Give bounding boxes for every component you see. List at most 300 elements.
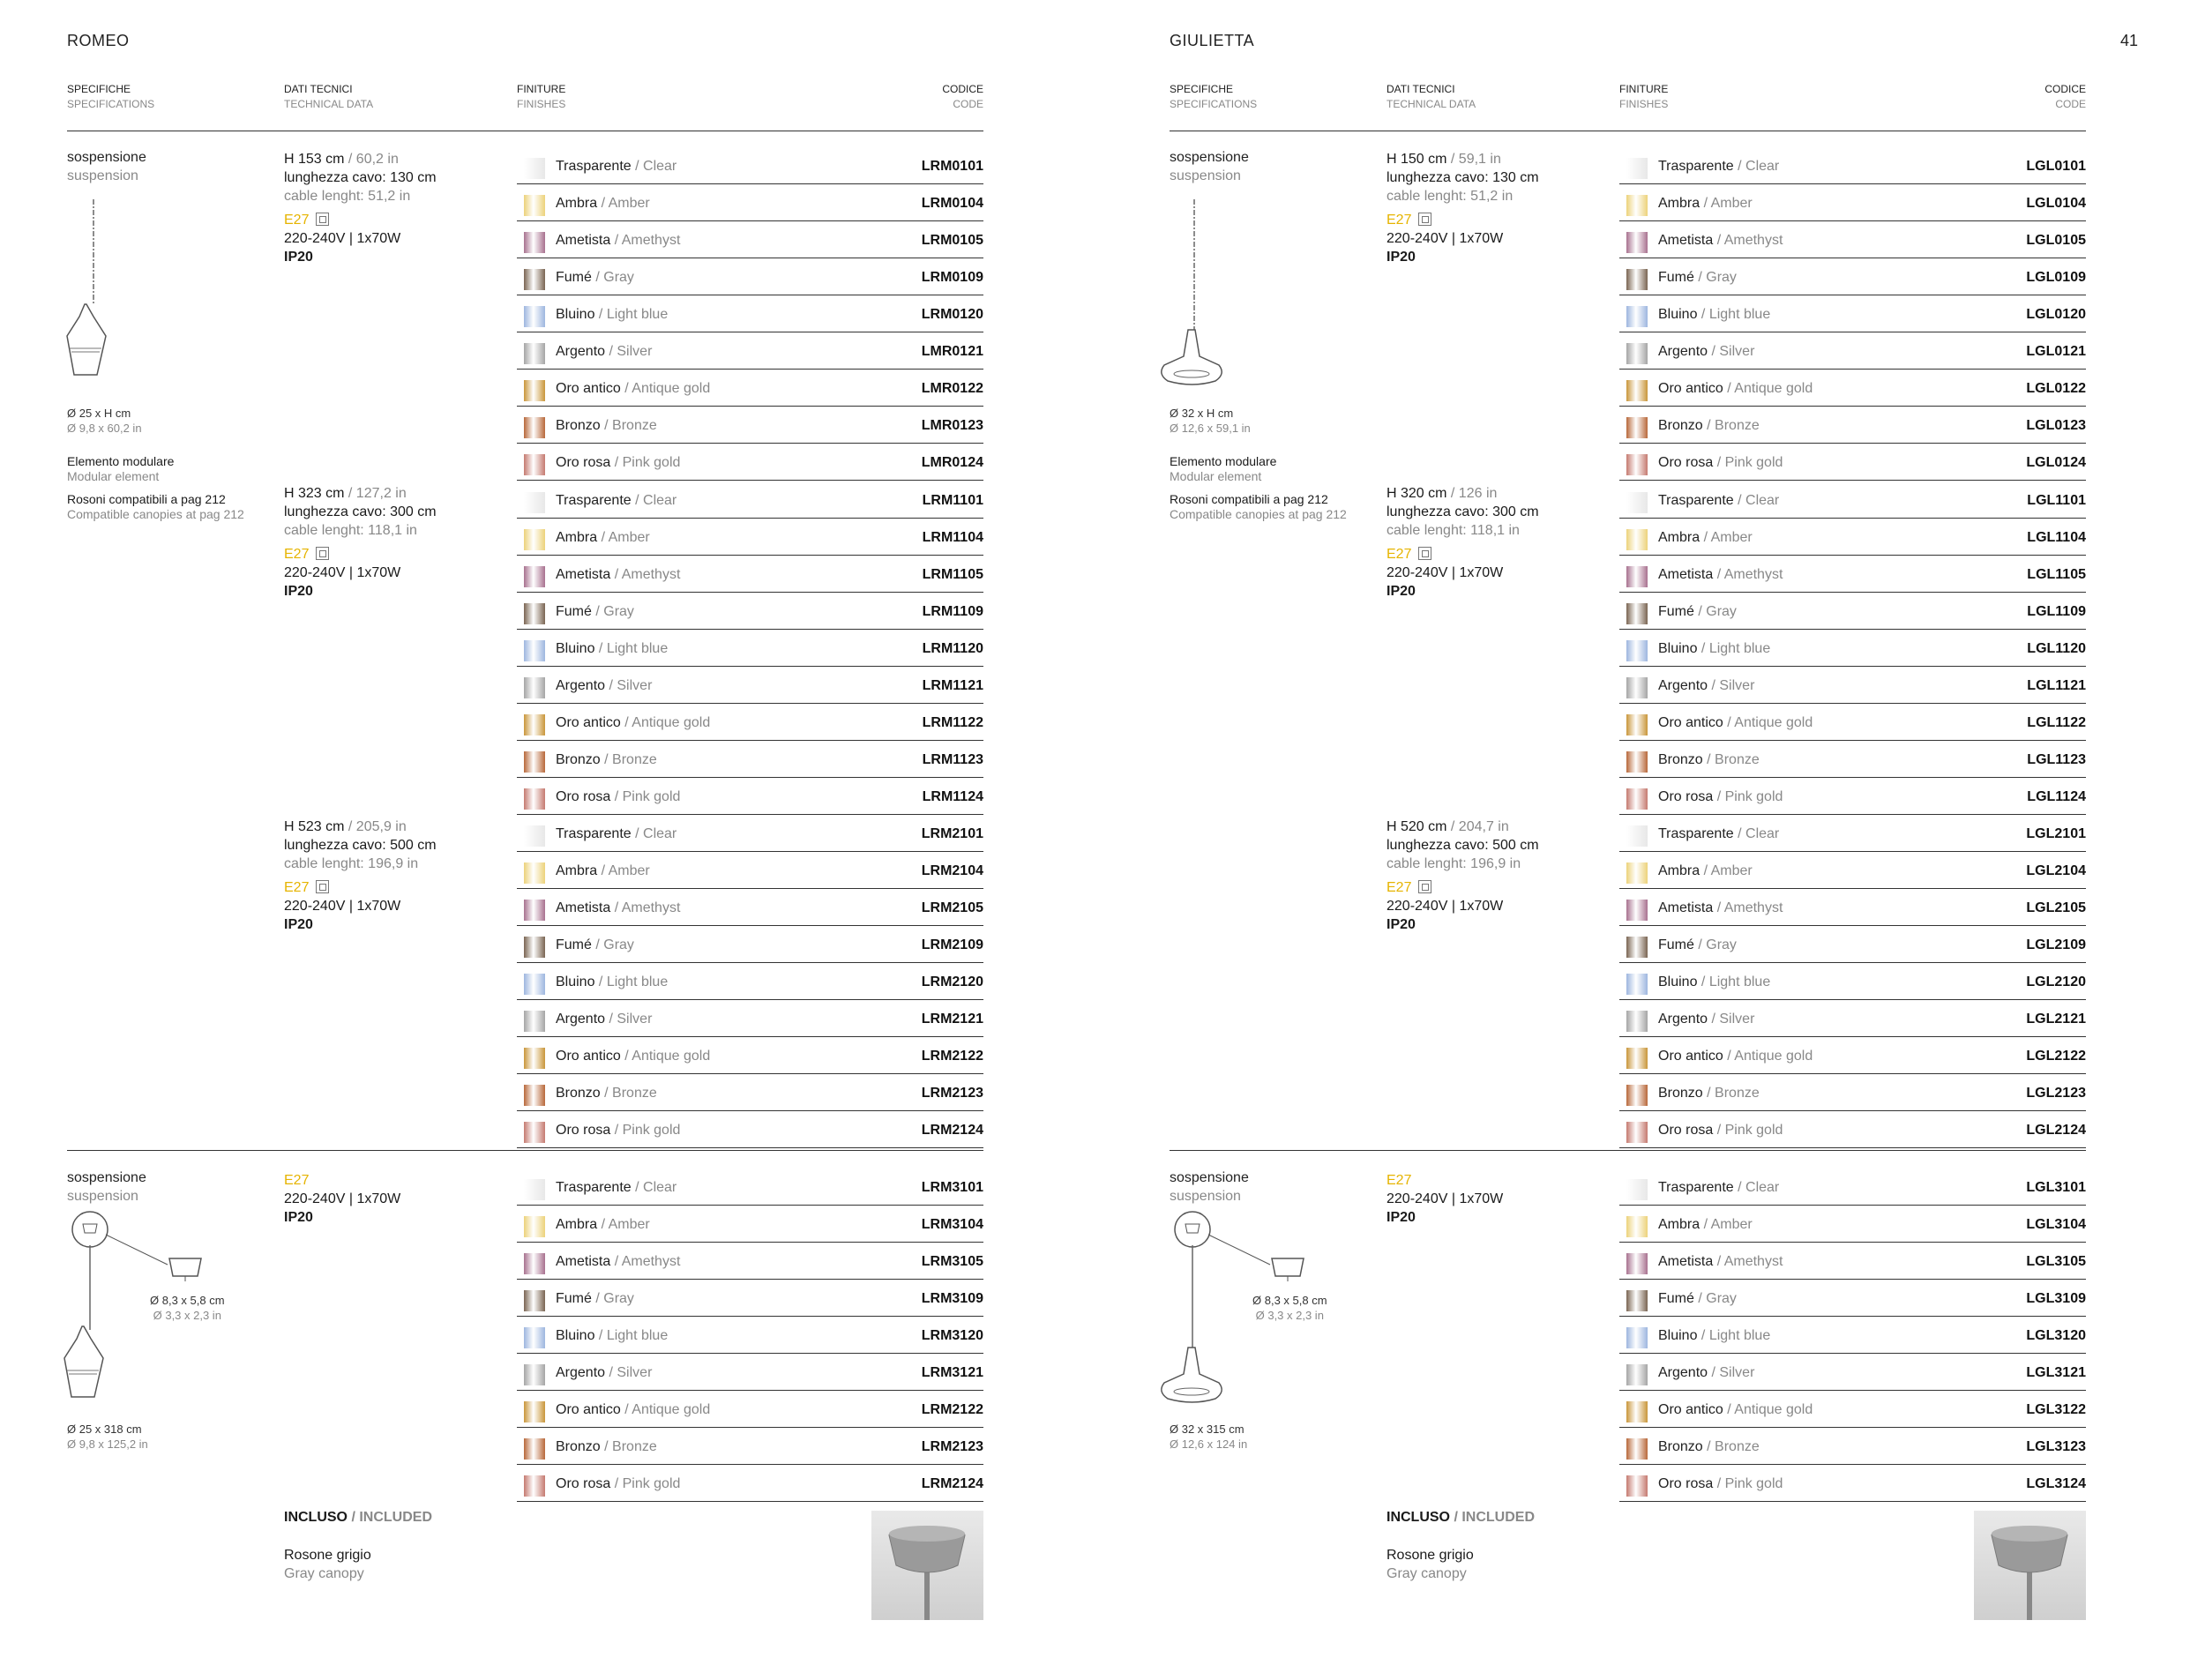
height-in: / 204,7 in (1446, 819, 1509, 834)
finish-name (1658, 603, 1737, 621)
finish-row (517, 258, 983, 295)
power-rating: 220-240V | 1x70W (284, 899, 401, 914)
finish-row (517, 370, 983, 407)
finish-row (517, 332, 983, 370)
product-code: LRM2124 (921, 1476, 983, 1491)
included-item: Rosone grigio (284, 1548, 371, 1563)
product-code: LRM1123 (922, 752, 983, 767)
finish-row (1619, 1428, 2086, 1465)
finish-row (517, 1037, 983, 1074)
finish-row (1619, 1000, 2086, 1037)
finish-name-en: / Light blue (594, 1328, 669, 1343)
product-code: LGL1104 (2027, 530, 2086, 545)
lamp-giulietta-drawing-2 (1157, 1348, 1228, 1409)
height-cm: H 523 cm (284, 819, 345, 834)
finish-name-it: Ambra (1658, 530, 1700, 545)
spec-type-it: sospensione (67, 1170, 146, 1185)
cable-length-in: cable lenght: 118,1 in (284, 523, 417, 538)
finish-name (556, 195, 650, 213)
product-code: LRM0120 (921, 307, 983, 322)
finish-row (1619, 852, 2086, 889)
dimensions-2 (67, 1422, 148, 1452)
finish-swatch (524, 380, 545, 401)
finish-name-it: Bronzo (1658, 752, 1703, 767)
finish-row (517, 556, 983, 593)
finish-row (1619, 1074, 2086, 1111)
power-rating: 220-240V | 1x70W (284, 1191, 401, 1206)
finish-swatch (524, 1290, 545, 1311)
finish-swatch (1626, 714, 1648, 735)
finish-name-en: / Gray (591, 1291, 634, 1306)
finish-name (556, 454, 680, 472)
canopy-dim-in: Ø 3,3 x 2,3 in (1255, 1309, 1324, 1322)
finish-row (1619, 778, 2086, 815)
finish-name-it: Fumé (1658, 270, 1694, 285)
included-title-en: / INCLUDED (348, 1510, 432, 1525)
finish-name (1658, 677, 1754, 695)
finish-row (517, 1206, 983, 1243)
finish-name-en: / Gray (1693, 937, 1737, 952)
socket-label: E27 (284, 547, 310, 562)
modular-note (67, 454, 174, 484)
finish-swatch (1626, 269, 1648, 290)
spec-type-en: suspension (67, 1189, 138, 1204)
finish-swatch (1626, 343, 1648, 364)
finish-name (1658, 1048, 1813, 1065)
modular-it: Elemento modulare (1170, 454, 1277, 468)
finish-swatch (1626, 1290, 1648, 1311)
column-header-label-en: CODE (953, 98, 983, 110)
socket-label: E27 (1387, 880, 1412, 895)
finish-name-it: Bluino (1658, 1328, 1698, 1343)
spec-type (1170, 148, 1381, 185)
class-ii-icon (1418, 547, 1431, 560)
included-title: INCLUSO (1387, 1510, 1450, 1525)
finish-row (517, 1354, 983, 1391)
finish-swatch (524, 937, 545, 958)
finish-row (1619, 407, 2086, 444)
finish-name-en: / Light blue (1697, 641, 1771, 656)
finish-name-it: Argento (556, 1012, 606, 1027)
column-header-label-en: SPECIFICATIONS (1170, 98, 1258, 110)
finish-row (1619, 741, 2086, 778)
finish-swatch (524, 1179, 545, 1200)
column-header-code (2044, 82, 2086, 112)
finish-name-en: / Clear (631, 493, 677, 508)
finish-row (517, 815, 983, 852)
ip-rating: IP20 (1387, 584, 1416, 599)
finish-row (517, 1169, 983, 1206)
finish-name-en: / Gray (591, 270, 634, 285)
finish-swatch (524, 751, 545, 773)
finish-name (1658, 974, 1770, 991)
socket-label: E27 (284, 880, 310, 895)
finish-name-it: Oro antico (1658, 1049, 1723, 1064)
product-code: LGL2122 (2026, 1049, 2086, 1064)
finish-name (556, 417, 657, 435)
finish-name-it: Oro antico (556, 1049, 621, 1064)
height-cm: H 153 cm (284, 152, 345, 167)
finish-name-en: / Gray (591, 937, 634, 952)
finish-name-en: / Amber (597, 196, 650, 211)
spec-type-en: suspension (1170, 168, 1241, 183)
finish-name-en: / Light blue (1697, 307, 1771, 322)
finish-swatch (1626, 454, 1648, 475)
finish-swatch (1626, 195, 1648, 216)
finish-row (1619, 926, 2086, 963)
finish-name-it: Argento (556, 344, 606, 359)
finish-name-en: / Silver (1708, 1012, 1755, 1027)
finish-name-it: Bronzo (1658, 418, 1703, 433)
finish-swatch (1626, 603, 1648, 624)
finish-name-en: / Antique gold (620, 715, 711, 730)
finish-name (556, 380, 710, 398)
finish-swatch (524, 1011, 545, 1032)
finish-name (1658, 900, 1783, 917)
finish-swatch (524, 603, 545, 624)
tech-data (284, 818, 513, 934)
finish-row (517, 704, 983, 741)
finish-swatch (524, 1327, 545, 1348)
product-code: LRM0109 (921, 270, 983, 285)
column-header-label: FINITURE (1619, 83, 1669, 95)
finish-name-en: / Amethyst (1713, 900, 1783, 915)
finish-name (556, 603, 634, 621)
product-code: LRM2109 (921, 937, 983, 952)
finish-name-en: / Pink gold (1713, 455, 1783, 470)
finish-name (1658, 306, 1770, 324)
finish-swatch (1626, 492, 1648, 513)
finish-name-en: / Amethyst (1713, 1254, 1783, 1269)
finish-swatch (524, 529, 545, 550)
ip-rating: IP20 (284, 1210, 313, 1225)
finish-name-en: / Silver (605, 344, 653, 359)
finish-swatch (1626, 1122, 1648, 1143)
product-code: LRM2123 (921, 1439, 983, 1454)
finish-row (1619, 1354, 2086, 1391)
canopy-dimensions (150, 1293, 225, 1323)
dimensions-cm: Ø 32 x 315 cm (1170, 1422, 1245, 1436)
product-code: LGL0121 (2026, 344, 2086, 359)
finish-name-it: Trasparente (556, 826, 632, 841)
finish-name-en: / Bronze (600, 752, 657, 767)
finish-name-it: Bronzo (1658, 1086, 1703, 1101)
finish-swatch (1626, 566, 1648, 587)
finish-name-it: Oro rosa (1658, 789, 1714, 804)
product-code: LRM1104 (922, 530, 983, 545)
finish-swatch (524, 640, 545, 661)
canopy-note-en: Compatible canopies at pag 212 (67, 507, 244, 521)
spec-type-2 (1170, 1169, 1381, 1206)
spec-type (67, 148, 279, 185)
finish-name-en: / Pink gold (610, 455, 681, 470)
finish-swatch (1626, 1438, 1648, 1460)
product-code: LRM2124 (921, 1123, 983, 1138)
finish-name-it: Oro rosa (556, 455, 611, 470)
finish-name-en: / Amber (597, 1217, 650, 1232)
finish-row (1619, 556, 2086, 593)
finish-name (556, 1438, 657, 1456)
dimensions-in: Ø 12,6 x 124 in (1170, 1437, 1248, 1451)
canopy-drawing (168, 1257, 203, 1283)
height-in: / 60,2 in (344, 152, 399, 167)
finish-row (1619, 184, 2086, 221)
cable-length-cm: lunghezza cavo: 300 cm (1387, 504, 1539, 519)
column-header-label: DATI TECNICI (284, 83, 353, 95)
finish-name (1658, 158, 1779, 175)
finish-name-it: Fumé (556, 270, 592, 285)
ip-rating: IP20 (1387, 250, 1416, 265)
socket-label: E27 (1387, 1173, 1412, 1188)
finish-name (1658, 1085, 1760, 1102)
finish-name (1658, 1475, 1783, 1493)
tech-data (284, 1171, 513, 1227)
column-header-label: SPECIFICHE (1170, 83, 1234, 95)
class-ii-icon (1418, 880, 1431, 893)
finish-name (1658, 1179, 1779, 1197)
finish-name-it: Bluino (1658, 974, 1698, 989)
product-code: LMR0122 (921, 381, 983, 396)
finish-row (1619, 667, 2086, 704)
finish-name-it: Argento (1658, 1365, 1708, 1380)
finish-name-it: Oro rosa (1658, 1123, 1714, 1138)
finish-name (1658, 1327, 1770, 1345)
column-header-tech (1387, 82, 1476, 112)
finish-swatch (1626, 862, 1648, 884)
column-header-label: SPECIFICHE (67, 83, 131, 95)
dimensions (67, 406, 142, 436)
finish-name-en: / Amber (597, 530, 650, 545)
finish-name-it: Trasparente (1658, 493, 1734, 508)
tech-data (1387, 1171, 1616, 1227)
finish-name-it: Ambra (556, 1217, 598, 1232)
finish-row (517, 1111, 983, 1148)
finish-row (517, 852, 983, 889)
finish-name (556, 1327, 668, 1345)
finish-name-it: Ametista (556, 900, 611, 915)
product-code: LGL0104 (2026, 196, 2086, 211)
finish-swatch (524, 1401, 545, 1422)
finish-swatch (524, 900, 545, 921)
finish-row (1619, 889, 2086, 926)
finish-name-en: / Gray (591, 604, 634, 619)
column-header-label-en: CODE (2055, 98, 2086, 110)
finish-name-it: Bluino (556, 1328, 595, 1343)
finish-name (1658, 1438, 1760, 1456)
finish-name-it: Ambra (1658, 863, 1700, 878)
finish-row (517, 741, 983, 778)
spec-type-en: suspension (1170, 1189, 1241, 1204)
finish-name-it: Oro antico (1658, 381, 1723, 396)
finish-row (517, 221, 983, 258)
finish-name-it: Trasparente (556, 493, 632, 508)
finish-name-en: / Silver (605, 1365, 653, 1380)
finish-name (556, 1401, 710, 1419)
finish-swatch (524, 417, 545, 438)
cable-length-cm: lunghezza cavo: 500 cm (1387, 838, 1539, 853)
product-code: LGL3120 (2026, 1328, 2086, 1343)
height-in: / 205,9 in (344, 819, 407, 834)
product-code: LGL2123 (2026, 1086, 2086, 1101)
power-rating: 220-240V | 1x70W (1387, 231, 1504, 246)
finish-swatch (524, 974, 545, 995)
finish-name (556, 566, 680, 584)
cable-length-cm: lunghezza cavo: 130 cm (284, 170, 437, 185)
finish-row (1619, 630, 2086, 667)
finish-swatch (524, 492, 545, 513)
cable-length-in: cable lenght: 51,2 in (284, 189, 411, 204)
product-code: LRM1109 (922, 604, 983, 619)
product-code: LRM1122 (922, 715, 983, 730)
finish-name (556, 1122, 680, 1139)
canopy-note (67, 492, 244, 522)
finish-row (517, 184, 983, 221)
finish-name-en: / Clear (631, 159, 677, 174)
finish-name-en: / Gray (1693, 604, 1737, 619)
finish-swatch (1626, 1327, 1648, 1348)
finish-name-en: / Antique gold (1723, 1049, 1813, 1064)
finish-name (556, 158, 676, 175)
finish-name (1658, 1401, 1813, 1419)
finish-name-it: Ametista (1658, 233, 1714, 248)
finish-row (517, 593, 983, 630)
finish-name-en: / Bronze (1702, 1086, 1760, 1101)
finish-name (556, 1011, 652, 1028)
height-cm: H 323 cm (284, 486, 345, 501)
finish-swatch (1626, 974, 1648, 995)
finish-name-en: / Clear (631, 1180, 677, 1195)
finish-row (1619, 1280, 2086, 1317)
product-code: LRM2101 (921, 826, 983, 841)
canopy-note-en: Compatible canopies at pag 212 (1170, 507, 1347, 521)
finish-name (556, 937, 634, 954)
finish-name-en: / Amethyst (1713, 233, 1783, 248)
finish-swatch (524, 1122, 545, 1143)
finish-name-it: Bluino (1658, 307, 1698, 322)
product-code: LGL1123 (2027, 752, 2086, 767)
finish-swatch (524, 158, 545, 179)
product-code: LGL3122 (2026, 1402, 2086, 1417)
spec-type-2 (67, 1169, 279, 1206)
finish-name-en: / Bronze (1702, 752, 1760, 767)
finish-swatch (524, 677, 545, 698)
class-ii-icon (316, 213, 329, 226)
finish-name-en: / Gray (1693, 1291, 1737, 1306)
finish-name-it: Bronzo (556, 752, 601, 767)
dimensions (1170, 406, 1251, 436)
finish-swatch (1626, 1179, 1648, 1200)
finish-name-en: / Antique gold (1723, 381, 1813, 396)
power-rating: 220-240V | 1x70W (1387, 565, 1504, 580)
canopy-photo (1974, 1511, 2086, 1620)
finish-name-en: / Amethyst (610, 233, 681, 248)
finish-name (556, 343, 652, 361)
finish-name-it: Oro antico (1658, 1402, 1723, 1417)
finish-row (517, 1280, 983, 1317)
finish-name (1658, 454, 1783, 472)
finish-name-en: / Pink gold (1713, 1476, 1783, 1491)
finish-name-it: Ametista (1658, 567, 1714, 582)
finish-name-it: Oro rosa (556, 1123, 611, 1138)
finish-name-en: / Pink gold (610, 789, 681, 804)
product-code: LGL1101 (2027, 493, 2086, 508)
cable-length-in: cable lenght: 51,2 in (1387, 189, 1514, 204)
finish-row (1619, 221, 2086, 258)
finish-name-it: Ambra (556, 196, 598, 211)
finish-name-it: Ametista (556, 567, 611, 582)
ip-rating: IP20 (284, 584, 313, 599)
column-header-label-en: TECHNICAL DATA (1387, 98, 1476, 110)
finish-swatch (1626, 1475, 1648, 1497)
finish-name (556, 900, 680, 917)
finish-name-en: / Clear (1733, 1180, 1780, 1195)
finish-name-it: Trasparente (556, 1180, 632, 1195)
product-code: LMR0121 (921, 344, 983, 359)
finish-name-en: / Clear (1733, 493, 1780, 508)
finish-name-en: / Pink gold (1713, 789, 1783, 804)
cable-length-cm: lunghezza cavo: 130 cm (1387, 170, 1539, 185)
finish-swatch (1626, 677, 1648, 698)
dimensions-in: Ø 12,6 x 59,1 in (1170, 422, 1251, 435)
finish-name (556, 1216, 650, 1234)
finish-swatch (524, 1216, 545, 1237)
product-code: LGL0124 (2026, 455, 2086, 470)
finish-row (1619, 1206, 2086, 1243)
finish-row (1619, 1037, 2086, 1074)
finish-swatch (524, 1475, 545, 1497)
canopy-note-it: Rosoni compatibili a pag 212 (1170, 492, 1328, 506)
lamp-romeo-drawing-2 (64, 1326, 119, 1411)
cable-length-in: cable lenght: 196,9 in (1387, 856, 1521, 871)
finish-swatch (1626, 417, 1648, 438)
product-code: LGL3105 (2026, 1254, 2086, 1269)
spec-type-en: suspension (67, 168, 138, 183)
finish-row (1619, 815, 2086, 852)
column-header-spec (67, 82, 154, 112)
product-code: LGL0123 (2026, 418, 2086, 433)
finish-row (1619, 295, 2086, 332)
finish-name (1658, 1122, 1783, 1139)
canopy-dimensions (1252, 1293, 1327, 1323)
finish-name (1658, 1011, 1754, 1028)
product-code: LGL2109 (2026, 937, 2086, 952)
power-rating: 220-240V | 1x70W (1387, 1191, 1504, 1206)
product-code: LGL3104 (2026, 1217, 2086, 1232)
canopy-circle-drawing (1173, 1210, 1314, 1245)
finish-row (517, 1465, 983, 1502)
finish-name-it: Ambra (1658, 196, 1700, 211)
product-code: LRM2120 (921, 974, 983, 989)
product-code: LGL3109 (2026, 1291, 2086, 1306)
finish-row (517, 1000, 983, 1037)
finish-name-it: Oro antico (556, 1402, 621, 1417)
finish-swatch (524, 343, 545, 364)
finish-swatch (524, 862, 545, 884)
included-item: Rosone grigio (1387, 1548, 1474, 1563)
product-code: LGL3101 (2026, 1180, 2086, 1195)
canopy-photo-image (871, 1511, 983, 1620)
finish-name-it: Argento (556, 678, 606, 693)
socket-label: E27 (284, 213, 310, 228)
finish-name-en: / Silver (605, 1012, 653, 1027)
product-code: LRM1121 (922, 678, 983, 693)
finish-name-en: / Clear (1733, 826, 1780, 841)
finish-name-it: Argento (1658, 1012, 1708, 1027)
column-header-fin (1619, 82, 1668, 112)
product-code: LGL1109 (2027, 604, 2086, 619)
column-header-label-en: SPECIFICATIONS (67, 98, 155, 110)
finish-name-en: / Amethyst (1713, 567, 1783, 582)
